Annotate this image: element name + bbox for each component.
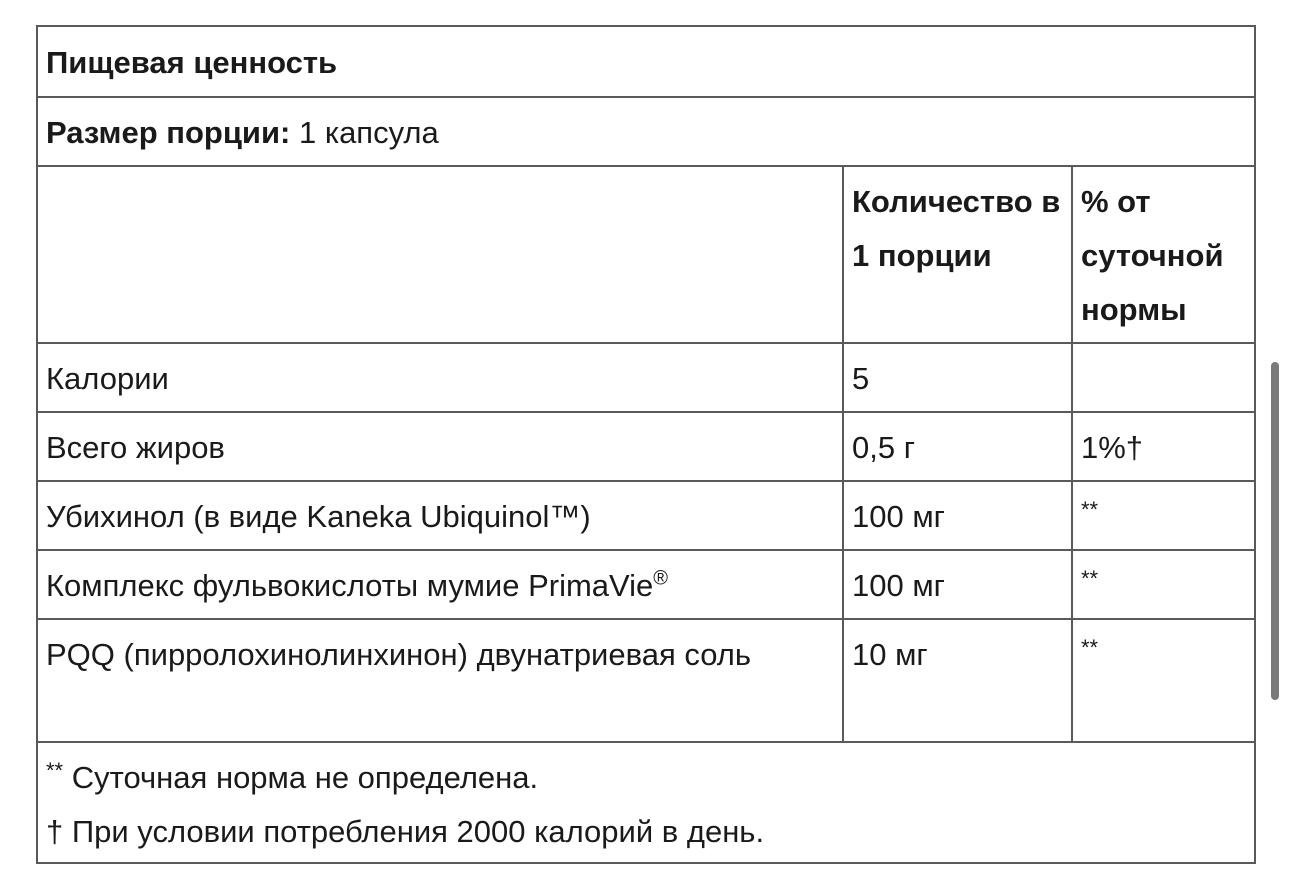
header-daily-value: % от суточной нормы	[1072, 166, 1255, 343]
title-row	[37, 26, 1255, 97]
nutrient-amount: 100 мг	[843, 550, 1072, 619]
nutrient-name: Калории	[37, 343, 843, 412]
nutrient-amount: 10 мг	[843, 619, 1072, 742]
footnote-mark: **	[46, 758, 64, 783]
not-established-mark: **	[1081, 635, 1099, 660]
table-row	[37, 412, 1255, 481]
nutrient-daily-value	[1072, 481, 1255, 550]
table-row	[37, 619, 1255, 742]
serving-label: Размер порции:	[46, 115, 291, 150]
nutrient-daily-value	[1072, 619, 1255, 742]
nutrient-daily-value	[1072, 343, 1255, 412]
nutrient-name-text: Комплекс фульвокислоты мумие PrimaVie	[46, 568, 654, 603]
header-empty-cell	[37, 166, 843, 343]
serving-value: 1 капсула	[298, 115, 439, 150]
serving-size	[37, 97, 1255, 166]
not-established-mark: **	[1081, 566, 1099, 591]
nutrient-name: PQQ (пирролохинолинхинон) двунатриевая соль	[37, 619, 843, 742]
not-established-mark: **	[1081, 497, 1099, 522]
nutrient-amount: 5	[843, 343, 1072, 412]
nutrient-amount: 0,5 г	[843, 412, 1072, 481]
nutrient-name: Всего жиров	[37, 412, 843, 481]
table-row	[37, 550, 1255, 619]
footnote-calorie-basis: † При условии потребления 2000 калорий в день.	[46, 814, 765, 849]
nutrient-name: Убихинол (в виде Kaneka Ubiquinol™)	[37, 481, 843, 550]
header-amount: Количество в 1 порции	[843, 166, 1072, 343]
footnote-not-established	[46, 751, 1246, 805]
footnotes	[37, 742, 1255, 863]
header-row	[37, 166, 1255, 343]
table-row	[37, 481, 1255, 550]
scrollbar-thumb[interactable]	[1271, 362, 1279, 700]
registered-mark: ®	[653, 567, 669, 590]
nutrient-daily-value: 1%†	[1072, 412, 1255, 481]
serving-row	[37, 97, 1255, 166]
nutrient-daily-value	[1072, 550, 1255, 619]
nutrient-name	[37, 550, 843, 619]
nutrient-amount: 100 мг	[843, 481, 1072, 550]
table-title: Пищевая ценность	[37, 26, 1255, 97]
footnotes-row	[37, 742, 1255, 863]
table-row	[37, 343, 1255, 412]
footnote-text: Суточная норма не определена.	[63, 760, 539, 795]
nutrition-facts-table	[36, 25, 1256, 864]
